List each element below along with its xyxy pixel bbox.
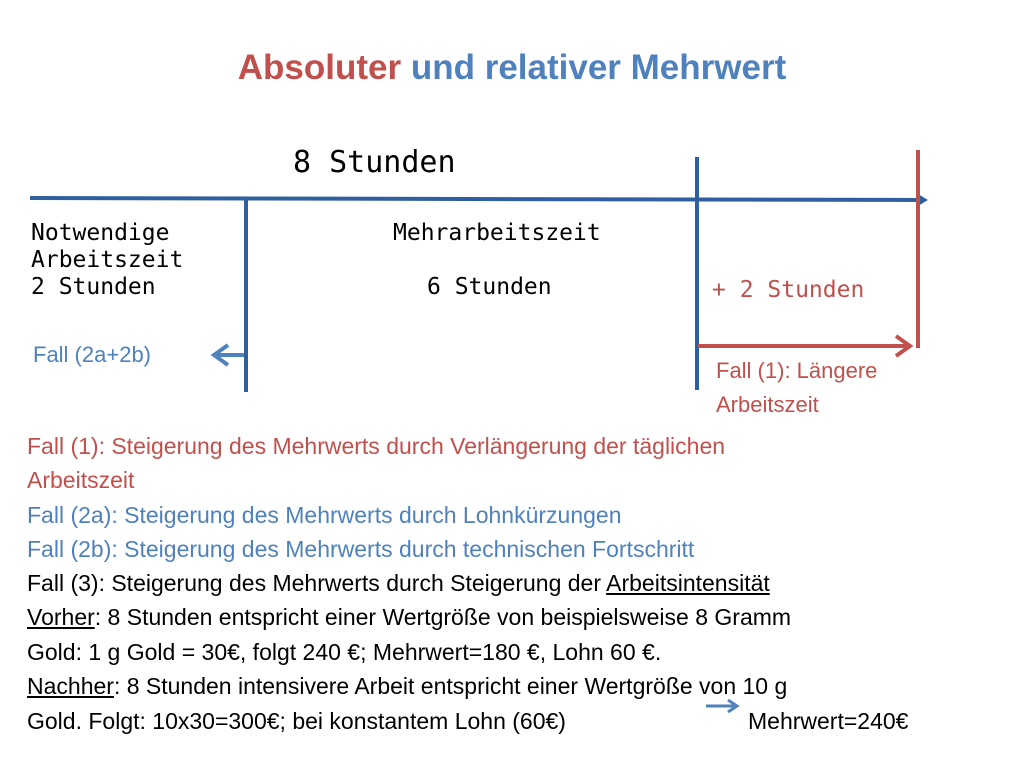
- text-case-2a-rest: : Steigerung des Mehrwerts durch Lohnkürzungen: [111, 502, 622, 528]
- text-case-2b: [27, 532, 694, 566]
- label-total-hours: 8 Stunden: [293, 145, 456, 180]
- text-case-2b-lead: Fall (2b): [27, 536, 112, 562]
- text-after-cont: Gold. Folgt: 10x30=300€; bei konstantem Lohn (60€): [27, 708, 566, 734]
- label-necessary-2: Arbeitszeit: [31, 247, 184, 273]
- label-case-1: [716, 354, 877, 422]
- text-after-rest: : 8 Stunden intensivere Arbeit entspricht einer Wertgröße von 10 g: [113, 673, 788, 699]
- text-case-3-underline: Arbeitsintensität: [606, 570, 770, 596]
- text-after-result: Mehrwert=240€: [748, 708, 909, 734]
- text-case-1-lead: Fall (1): [27, 433, 99, 459]
- text-before-rest: : 8 Stunden entspricht einer Wertgröße von beispielsweise 8 Gramm: [94, 604, 792, 630]
- text-case-2a: [27, 498, 622, 532]
- title-absolute: Absoluter: [237, 48, 402, 87]
- label-necessary-1: Notwendige: [31, 220, 170, 246]
- text-case-1: [27, 429, 725, 463]
- text-before-label: Vorher: [27, 604, 95, 630]
- label-case-1-line2: Arbeitszeit: [716, 392, 819, 417]
- text-case-1-cont: Arbeitszeit: [27, 467, 135, 493]
- text-case-3: [27, 566, 770, 600]
- text-after-label: Nachher: [27, 673, 114, 699]
- timeline-line: [30, 198, 920, 200]
- text-before: [27, 600, 791, 634]
- text-case-3-lead: Fall (3): [27, 570, 99, 596]
- label-extra-hours: + 2 Stunden: [712, 277, 865, 303]
- label-surplus-time: Mehrarbeitszeit: [393, 220, 601, 246]
- text-case-2a-lead: Fall (2a): [27, 502, 112, 528]
- label-surplus-hours: 6 Stunden: [427, 274, 552, 300]
- text-case-3-mid: : Steigerung des Mehrwerts durch Steigerung der: [98, 570, 607, 596]
- title-rest: und relativer Mehrwert: [410, 48, 787, 87]
- text-after: [27, 669, 787, 703]
- text-before-cont: Gold: 1 g Gold = 30€, folgt 240 €; Mehrwert=180 €, Lohn 60 €.: [27, 639, 662, 665]
- text-case-1-rest: : Steigerung des Mehrwerts durch Verlängerung der täglichen: [98, 433, 726, 459]
- label-necessary-time: [31, 220, 183, 301]
- label-case-1-line1: Fall (1): Längere: [716, 358, 878, 383]
- text-case-2b-rest: : Steigerung des Mehrwerts durch technischen Fortschritt: [111, 536, 695, 562]
- label-case-2ab: Fall (2a+2b): [33, 342, 152, 367]
- label-necessary-hours: 2 Stunden: [31, 274, 156, 300]
